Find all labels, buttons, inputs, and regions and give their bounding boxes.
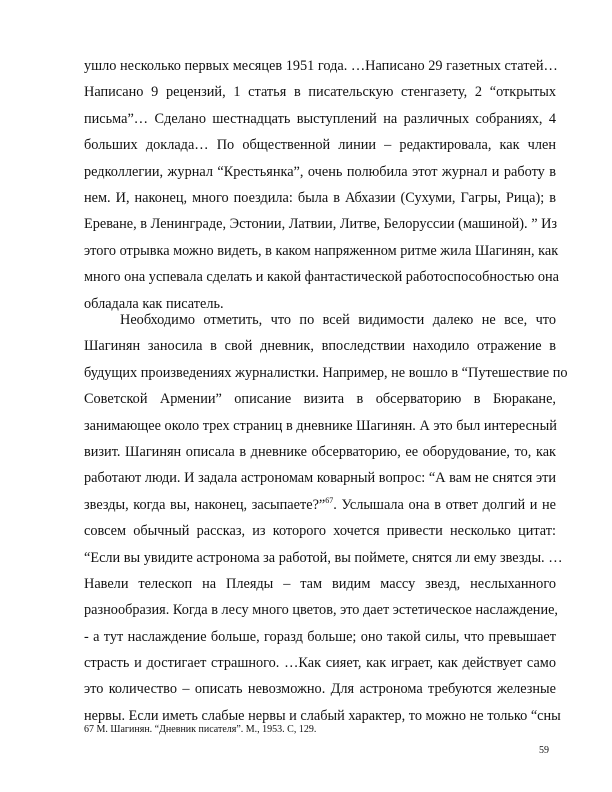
text-line: Навели телескоп на Плеяды – там видим массу звезд, неслыханного: [84, 575, 556, 592]
text-line: нервы. Если иметь слабые нервы и слабый характер, то можно не только “сны: [84, 707, 561, 724]
text-line: нем. И, наконец, много поездила: была в Абхазии (Сухуми, Гагры, Рица); в: [84, 189, 556, 206]
text-line: редколлегии, журнал “Крестьянка”, очень полюбила этот журнал и работу в: [84, 163, 556, 180]
text-line: Шагинян заносила в свой дневник, впоследствии находило отражение в: [84, 338, 556, 355]
text-line-with-footnote: [84, 492, 556, 518]
text-line: больших доклада… По общественной линии – редактировала, как член: [84, 137, 556, 154]
text-line: письма”… Сделано шестнадцать выступлений на различных собраниях, 4: [84, 110, 556, 127]
page-number: 59: [539, 745, 549, 756]
text-line: много она успевала сделать и какой фантастической работоспособностью она: [84, 269, 560, 286]
footnote-reference: 67: [325, 495, 334, 505]
text-line: разнообразия. Когда в лесу много цветов, это дает эстетическое наслаждение,: [84, 602, 559, 619]
text-line: Ереване, в Ленинграде, Эстонии, Латвии, Литве, Белоруссии (машиной). ” Из: [84, 216, 558, 233]
paragraph-2: [84, 307, 568, 729]
text-segment: звезды, когда вы, наконец, засыпаете?”: [84, 496, 326, 513]
text-line: обладала как писатель.: [84, 295, 224, 312]
text-line: Необходимо отметить, что по всей видимости далеко не все, что: [120, 312, 556, 328]
footnote: 67 М. Шагинян. “Дневник писателя”. М., 1953. С, 129.: [84, 724, 317, 735]
text-line: Написано 9 рецензий, 1 статья в писательскую стенгазету, 2 “открытых: [84, 84, 556, 101]
text-line: визит. Шагинян описала в дневнике обсерваторию, ее оборудование, то, как: [84, 443, 556, 460]
text-line: будущих произведениях журналистки. Например, не вошло в “Путешествие по: [84, 364, 568, 381]
text-line: - а тут наслаждение больше, горазд больше; оно такой силы, что превышает: [84, 628, 556, 645]
text-line: этого отрывка можно видеть, в каком напряженном ритме жила Шагинян, как: [84, 242, 559, 259]
text-line: занимающее около трех страниц в дневнике Шагинян. А это был интересный: [84, 417, 557, 434]
paragraph-1: [84, 53, 560, 317]
text-line: страсть и достигает страшного. …Как сияет, как играет, как действует само: [84, 655, 556, 672]
text-line: ушло несколько первых месяцев 1951 года. …Написано 29 газетных статей…: [84, 58, 558, 74]
text-line: работают люди. И задала астрономам коварный вопрос: “А вам не снятся эти: [84, 470, 556, 487]
text-segment: . Услышала она в ответ долгий и не: [333, 496, 556, 513]
text-line: совсем обычный рассказ, из которого хочется привести несколько цитат:: [84, 523, 556, 540]
text-line: это количество – описать невозможно. Для астронома требуются железные: [84, 681, 556, 698]
text-line: “Если вы увидите астронома за работой, вы поймете, снятся ли ему звезды. …: [84, 549, 563, 566]
text-line: Советской Армении” описание визита в обсерваторию в Бюракане,: [84, 391, 556, 408]
